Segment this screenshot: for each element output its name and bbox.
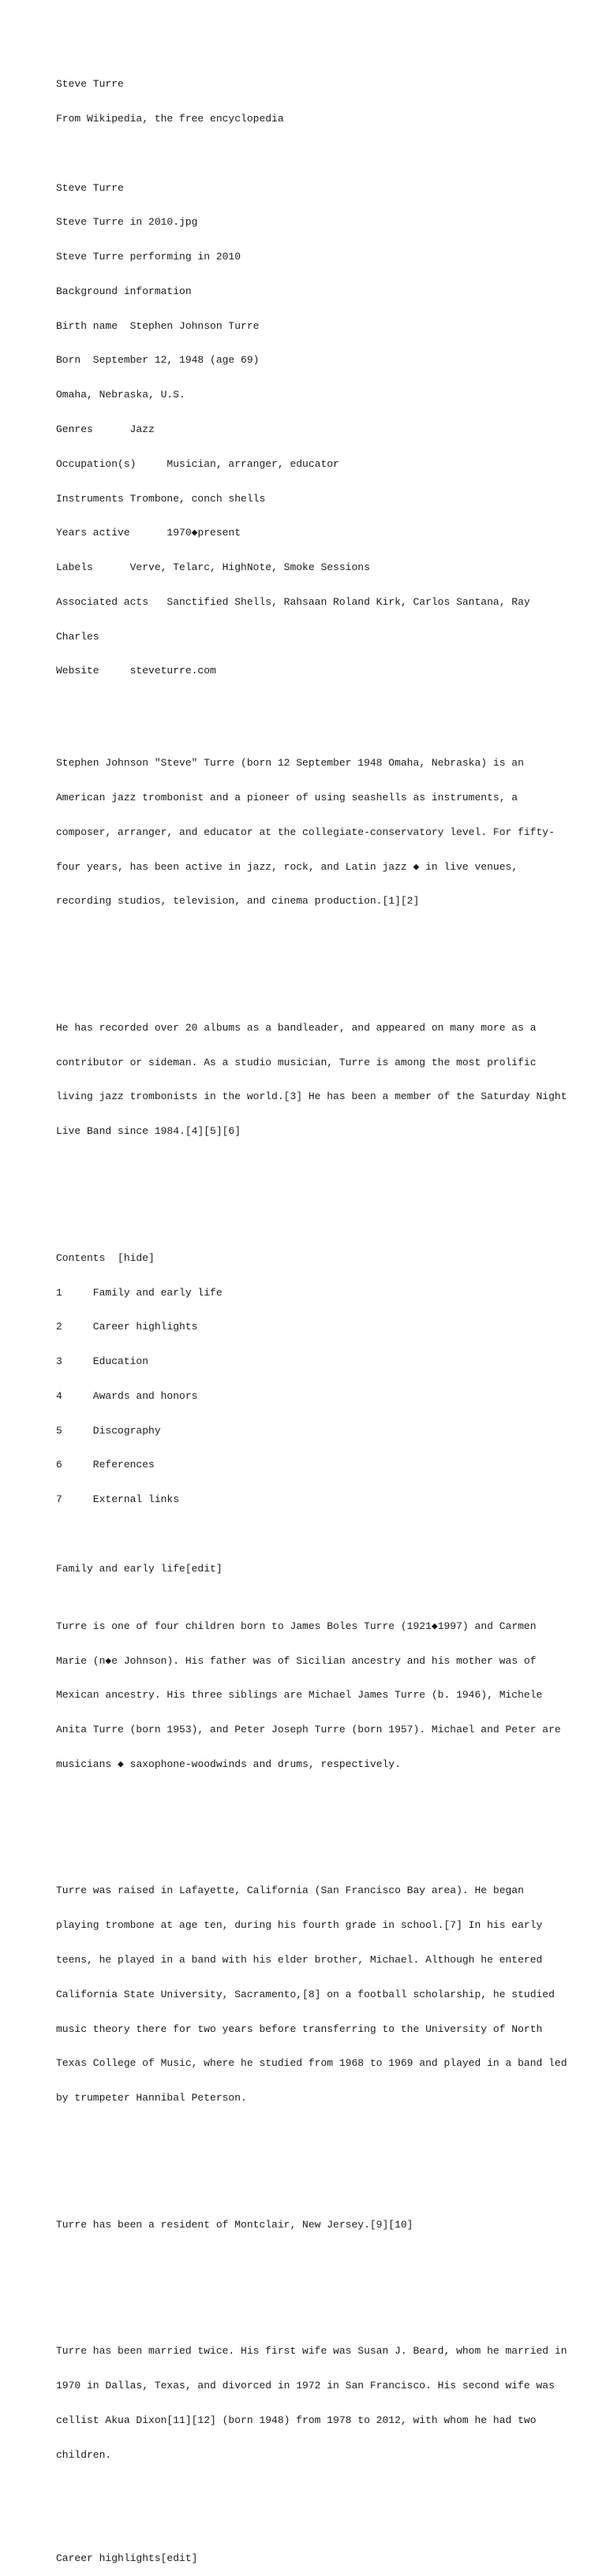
text-line: by trumpeter Hannibal Peterson. [56, 2092, 247, 2104]
infobox-birth-name: Birth name Stephen Johnson Turre [56, 319, 260, 332]
infobox-labels: Labels Verve, Telarc, HighNote, Smoke Sessions [56, 561, 370, 574]
text-line: music theory there for two years before transferring to the University of North [56, 2022, 543, 2035]
text-line: playing trombone at age ten, during his fourth grade in school.[7] In his early [56, 1919, 543, 1932]
text-line: musicians ◆ saxophone-woodwinds and drums, respectively. [56, 1758, 401, 1770]
infobox-born-place: Omaha, Nebraska, U.S. [56, 389, 185, 401]
toc-item-discography[interactable]: 5 Discography [56, 1424, 161, 1437]
text-line: Turre is one of four children born to James Boles Turre (1921◆1997) and Carmen [56, 1620, 537, 1632]
text-line: California State University, Sacramento,[8] on a football scholarship, he studied [56, 1988, 555, 2000]
text-line: Mexican ancestry. His three siblings are Michael James Turre (b. 1946), Michele [56, 1689, 543, 1702]
infobox-caption: Steve Turre performing in 2010 [56, 251, 241, 263]
text-line: composer, arranger, and educator at the collegiate-conservatory level. For fifty- [56, 826, 555, 838]
text-line: 1970 in Dallas, Texas, and divorced in 1972 in San Francisco. His second wife was [56, 2379, 555, 2391]
section-heading-career[interactable]: Career highlights[edit] [56, 2552, 198, 2564]
toc-item-external-links[interactable]: 7 External links [56, 1493, 180, 1506]
infobox-instruments: Instruments Trombone, conch shells [56, 492, 266, 505]
infobox-website[interactable]: Website steveturre.com [56, 665, 216, 677]
infobox-genres: Genres Jazz [56, 423, 155, 435]
source-line: From Wikipedia, the free encyclopedia [56, 112, 284, 125]
text-line: teens, he played in a band with his elder brother, Michael. Although he entered [56, 1953, 543, 1966]
toc-item-awards[interactable]: 4 Awards and honors [56, 1389, 198, 1402]
infobox-section: Background information [56, 285, 192, 297]
intro-paragraph-1 [56, 735, 577, 930]
infobox [56, 159, 577, 700]
infobox-born: Born September 12, 1948 (age 69) [56, 354, 260, 367]
toc-item-career[interactable]: 2 Career highlights [56, 1321, 198, 1333]
text-line: Turre has been married twice. His first wife was Susan J. Beard, whom he married in [56, 2345, 567, 2358]
paragraph-gap [56, 2277, 577, 2289]
text-line: Live Band since 1984.[4][5][6] [56, 1125, 241, 1138]
infobox-image-link[interactable]: Steve Turre in 2010.jpg [56, 216, 198, 229]
family-paragraph-4 [56, 2323, 577, 2484]
text-line: recording studios, television, and cinema production.[1][2] [56, 895, 420, 908]
paragraph-gap [56, 1184, 577, 1195]
text-line: Stephen Johnson "Steve" Turre (born 12 September 1948 Omaha, Nebraska) is an [56, 757, 524, 770]
page-title: Steve Turre [56, 78, 124, 91]
section-heading-family[interactable]: Family and early life[edit] [56, 1562, 223, 1575]
text-line: He has recorded over 20 albums as a bandleader, and appeared on many more as a [56, 1021, 537, 1034]
contents-heading[interactable]: Contents [hide] [56, 1251, 155, 1264]
paragraph-gap [56, 2507, 577, 2518]
infobox-name: Steve Turre [56, 181, 124, 194]
toc-item-education[interactable]: 3 Education [56, 1355, 149, 1368]
text-line: Anita Turre (born 1953), and Peter Joseph Turre (born 1957). Michael and Peter are [56, 1724, 561, 1736]
paragraph-gap [56, 2150, 577, 2162]
paragraph-gap [56, 953, 577, 965]
text-line: children. [56, 2448, 112, 2461]
text-line: living jazz trombonists in the world.[3] He has been a member of the Saturday Night [56, 1090, 567, 1103]
text-line: American jazz trombonist and a pioneer of using seashells as instruments, a [56, 792, 518, 803]
text-line: Texas College of Music, where he studied from 1968 to 1969 and played in a band led [56, 2057, 567, 2070]
text-line: contributor or sideman. As a studio musician, Turre is among the most prolific [56, 1056, 537, 1068]
toc-item-references[interactable]: 6 References [56, 1459, 155, 1471]
toc-item-family[interactable]: 1 Family and early life [56, 1286, 223, 1299]
text-line: Turre was raised in Lafayette, California (San Francisco Bay area). He began [56, 1884, 524, 1897]
text-line: cellist Akua Dixon[11][12] (born 1948) from 1978 to 2012, with whom he had two [56, 2414, 537, 2426]
table-of-contents [56, 1230, 577, 1529]
infobox-years-active: Years active 1970◆present [56, 527, 241, 539]
text-line: four years, has been active in jazz, rock, and Latin jazz ◆ in live venues, [56, 860, 518, 873]
infobox-associated-acts: Associated acts Sanctified Shells, Rahsaan Roland Kirk, Carlos Santana, Ray [56, 595, 530, 608]
paragraph-gap [56, 1817, 577, 1829]
family-paragraph-1 [56, 1598, 577, 1794]
infobox-associated-acts-cont: Charles [56, 630, 99, 643]
family-paragraph-2 [56, 1862, 577, 2127]
family-paragraph-3 [56, 2196, 577, 2254]
text-line: Turre has been a resident of Montclair, New Jersey.[9][10] [56, 2218, 413, 2231]
document-page [56, 56, 577, 2576]
infobox-occupation: Occupation(s) Musician, arranger, educator [56, 457, 339, 470]
intro-paragraph-2 [56, 1000, 577, 1161]
text-line: Marie (n◆e Johnson). His father was of Sicilian ancestry and his mother was of [56, 1654, 537, 1667]
